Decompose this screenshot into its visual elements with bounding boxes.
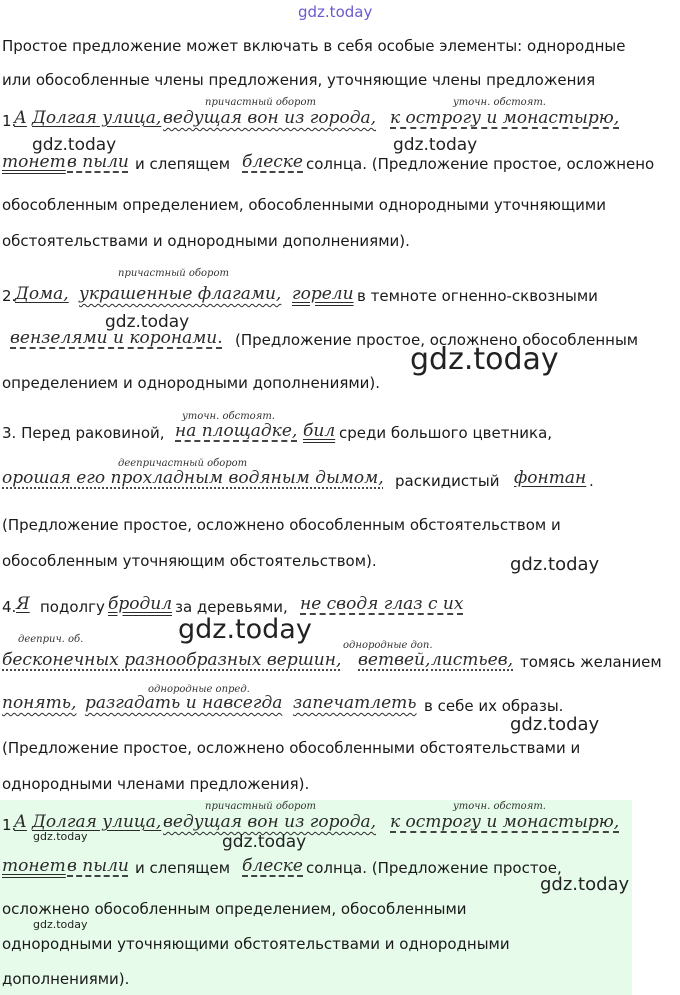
plain-text: 3. Перед раковиной, [2, 424, 165, 442]
annotation-clarifying: уточн. обстоят. [453, 801, 546, 812]
subject-word: Я [16, 594, 30, 614]
watermark: gdz.today [105, 312, 190, 332]
clarifying-adverbial: к острогу и монастырю, [390, 812, 620, 832]
plain-text: в себе их образы. [424, 697, 564, 715]
text-line: однородными членами предложения). [2, 775, 310, 793]
watermark: gdz.today [510, 554, 600, 575]
text-line: обособленным определением, обособленными однородными уточняющими [2, 196, 606, 214]
subject-phrase: Долгая улица, [32, 812, 162, 832]
predicate-word: бродил [108, 594, 173, 614]
example-number: 1. [2, 816, 17, 834]
annotation-homogeneous: однородные доп. [343, 640, 433, 651]
example-number: 1. [2, 112, 17, 130]
watermark: gdz.today [222, 832, 307, 852]
object-word: блеске [242, 856, 303, 876]
predicate-word: тонет [2, 152, 66, 172]
subject-word: Дома, [15, 284, 69, 304]
subject-word: А [14, 812, 27, 832]
homogeneous-definition: разгадать и навсегда [85, 693, 283, 713]
watermark: gdz.today [540, 874, 630, 895]
annotation-clarifying: уточн. обстоят. [182, 411, 275, 422]
plain-text: за деревьями, [175, 598, 288, 616]
annotation-gerund: деепричастный оборот [118, 458, 248, 469]
watermark-small: gdz.today [33, 918, 88, 931]
intro-line-2: или обособленные члены предложения, уточняющие члены предложения [2, 71, 596, 89]
text-line: однородными уточняющими обстоятельствами и однородными [2, 935, 510, 953]
object-word: в пыли [67, 152, 129, 172]
text-line: (Предложение простое, осложнено обособленными обстоятельствами и [2, 739, 581, 757]
text-line: (Предложение простое, осложнено обособленным обстоятельством и [2, 516, 561, 534]
homogeneous-object: ветвей, [358, 650, 431, 670]
plain-text: солнца. (Предложение простое, [306, 859, 562, 877]
object-word: в пыли [67, 856, 129, 876]
homogeneous-definition: понять, [2, 693, 77, 713]
plain-text: . [589, 472, 594, 490]
watermark-large: gdz.today [410, 342, 559, 377]
plain-text: раскидистый [395, 472, 500, 490]
plain-text: и слепящем [135, 859, 231, 877]
predicate-word: бил [303, 421, 336, 441]
clarifying-adverbial: на площадке, [175, 421, 298, 441]
participle-phrase: ведущая вон из города, [163, 812, 377, 832]
watermark-large: gdz.today [178, 614, 312, 645]
object-phrase: вензелями и коронами. [10, 328, 223, 348]
watermark: gdz.today [393, 135, 478, 155]
homogeneous-object: листьев, [431, 650, 514, 670]
homogeneous-definition: запечатлеть [293, 693, 417, 713]
object-word: блеске [242, 152, 303, 172]
plain-text: среди большого цветника, [339, 424, 553, 442]
annotation-participle: причастный оборот [205, 97, 316, 108]
gerund-phrase: не сводя глаз с их [300, 594, 464, 614]
intro-line-1: Простое предложение может включать в себя особые элементы: однородные [2, 37, 626, 55]
annotation-participle: причастный оборот [205, 801, 316, 812]
watermark-small: gdz.today [33, 830, 88, 843]
subject-word: А [14, 108, 27, 128]
watermark: gdz.today [510, 714, 600, 735]
gerund-phrase: орошая его прохладным водяным дымом, [2, 468, 384, 488]
plain-text: томясь желанием [520, 653, 662, 671]
text-line: дополнениями). [2, 970, 130, 988]
watermark: gdz.today [32, 135, 117, 155]
text-line: обстоятельствами и однородными дополнениями). [2, 232, 410, 250]
gerund-phrase: бесконечных разнообразных вершин, [2, 650, 342, 670]
example-number: 2. [2, 287, 17, 305]
text-line: осложнено обособленным определением, обособленными [2, 900, 467, 918]
annotation-clarifying: уточн. обстоят. [453, 97, 546, 108]
annotation-gerund: дееприч. об. [18, 634, 84, 645]
predicate-word: горели [292, 284, 354, 304]
example-number: 4. [2, 598, 17, 616]
plain-text: и слепящем [135, 155, 231, 173]
plain-text: (Предложение простое, осложнено обособленным [235, 331, 639, 349]
plain-text: солнца. (Предложение простое, осложнено [306, 155, 655, 173]
clarifying-adverbial: к острогу и монастырю, [390, 108, 620, 128]
text-line: определением и однородными дополнениями). [2, 374, 381, 392]
plain-text: в темноте огненно-сквозными [357, 287, 598, 305]
predicate-word: тонет [2, 856, 66, 876]
participle-phrase: украшенные флагами, [79, 284, 282, 304]
participle-phrase: ведущая вон из города, [163, 108, 377, 128]
annotation-participle: причастный оборот [118, 268, 229, 279]
subject-phrase: Долгая улица, [32, 108, 162, 128]
subject-word: фонтан [514, 468, 587, 488]
text-line: обособленным уточняющим обстоятельством). [2, 552, 377, 570]
watermark-top: gdz.today [298, 3, 373, 21]
annotation-homogeneous-def: однородные опред. [148, 684, 250, 695]
plain-text: подолгу [40, 598, 105, 616]
